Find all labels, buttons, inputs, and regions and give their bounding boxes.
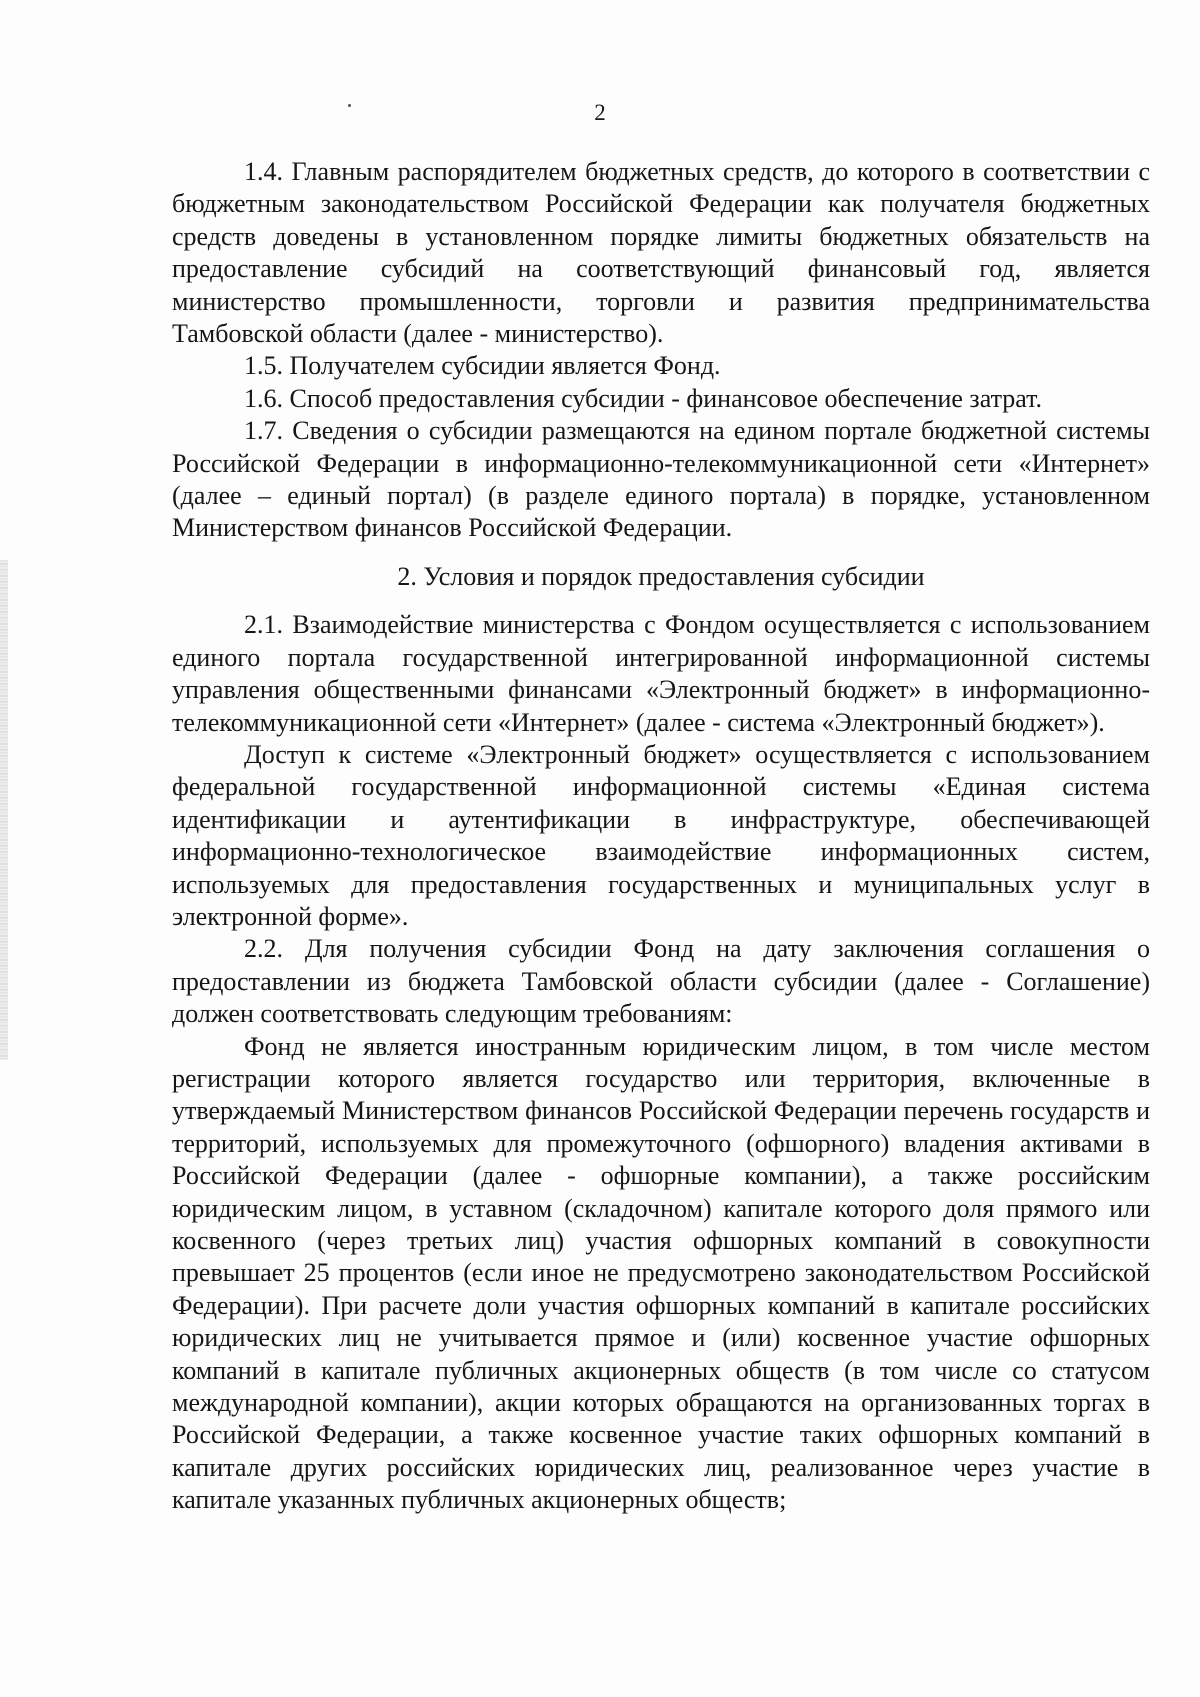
document-body [172, 156, 1150, 1517]
page-number: 2 [594, 100, 606, 125]
scan-edge-artifact [0, 560, 8, 1060]
paragraph-2-1: 2.1. Взаимодействие министерства с Фондом осуществляется с использованием единого портала государственной интегрированной информационной системы управления общественными финансами «Электронный бюджет» в информационно-телекоммуникационной сети «Интернет» (далее - система «Электронный бюджет»). [172, 610, 1150, 737]
paragraph-1-5: 1.5. Получателем субсидии является Фонд. [244, 351, 721, 381]
paragraph-2-2: 2.2. Для получения субсидии Фонд на дату заключения соглашения о предоставлении из бюджета Тамбовской области субсидии (далее - Соглашение) должен соответствовать следующим требованиям: [172, 934, 1150, 1029]
paragraph-1-4: 1.4. Главным распорядителем бюджетных средств, до которого в соответствии с бюджетным законодательством Российской Федерации как получателя бюджетных средств доведены в установленном порядке лимиты бюджетных обязательств на предоставление субсидий на соответствующий финансовый год, является министерство промышленности, торговли и развития предпринимательства Тамбовской области (далее - министерство). [172, 157, 1150, 349]
paragraph-1-7: 1.7. Сведения о субсидии размещаются на едином портале бюджетной системы Российской Федерации в информационно-телекоммуникационной сети «Интернет» (далее – единый портал) (в разделе единого портала) в порядке, установленном Министерством финансов Российской Федерации. [172, 416, 1150, 543]
section-heading: 2. Условия и порядок предоставления субсидии [397, 561, 925, 591]
paragraph-offshore: Фонд не является иностранным юридическим лицом, в том числе местом регистрации которого является государство или территория, включенные в утверждаемый Министерством финансов Российской Федерации перечень государств и территорий, используемых для промежуточного (офшорного) владения активами в Российской Федерации (далее - офшорные компании), а также российским юридическим лицом, в уставном (складочном) капитале которого доля прямого или косвенного (через третьих лиц) участия офшорных компаний в совокупности превышает 25 процентов (если иное не предусмотрено законодательством Российской Федерации). При расчете доли участия офшорных компаний в капитале российских юридических лиц не учитывается прямое и (или) косвенное участие офшорных компаний в капитале публичных акционерных обществ (в том числе со статусом международной компании), акции которых обращаются на организованных торгах в Российской Федерации, а также косвенное участие таких офшорных компаний в капитале других российских юридических лиц, реализованное через участие в капитале указанных публичных акционерных обществ; [172, 1031, 1150, 1515]
paragraph-access: Доступ к системе «Электронный бюджет» осуществляется с использованием федеральной государственной информационной системы «Единая система идентификации и аутентификации в инфраструктуре, обеспечивающей информационно-технологическое взаимодействие информационных систем, используемых для предоставления государственных и муниципальных услуг в электронной форме». [172, 739, 1150, 931]
paragraph-1-6: 1.6. Способ предоставления субсидии - финансовое обеспечение затрат. [244, 383, 1043, 413]
